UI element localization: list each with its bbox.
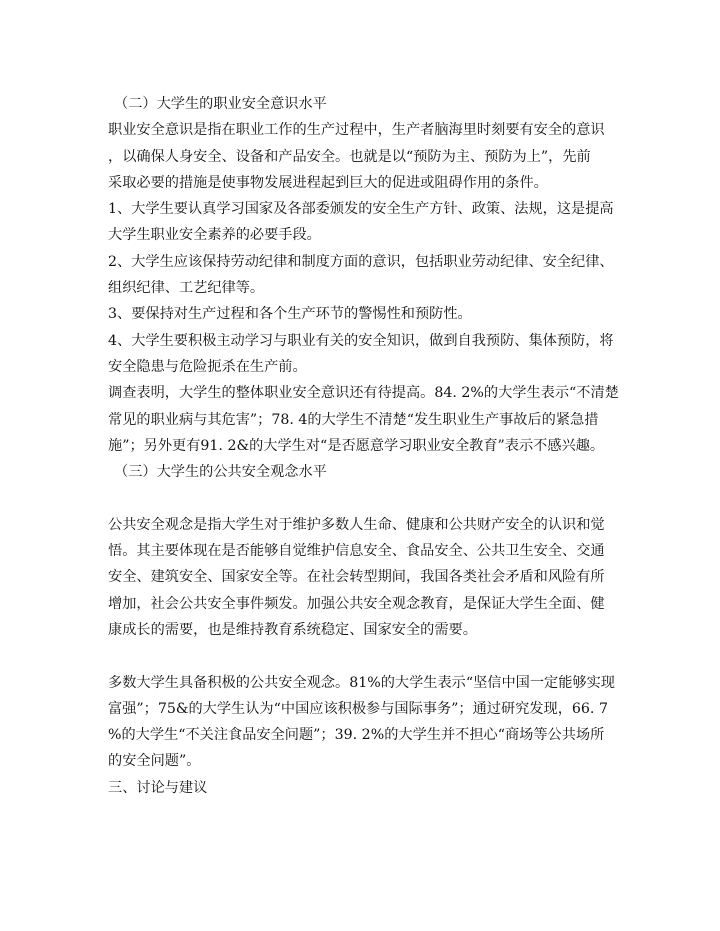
text-line: 常见的职业病与其危害”；78. 4的大学生不清楚“发生职业生产事故后的紧急措 [108,411,599,428]
list-item [108,196,618,249]
document-page [108,91,618,801]
paragraph-occupational-safety [108,117,618,196]
text-line: 大学生职业安全素养的必要手段。 [108,227,321,244]
text-line: 康成长的需要，也是维持教育系统稳定、国家安全的需要。 [108,621,477,638]
list-item [108,301,618,327]
list-item [108,249,618,302]
text-line: 安全隐患与危险扼杀在生产前。 [108,358,307,375]
text-line: 采取必要的措施是使事物发展进程起到巨大的促进或阻碍作用的条件。 [108,174,548,191]
text-line: 多数大学生具备积极的公共安全观念。81%的大学生表示“坚信中国一定能够实现 [108,674,615,691]
blank-line [108,485,618,511]
text-line: %的大学生“不关注食品安全问题”；39. 2%的大学生并不担心“商场等公共场所 [108,727,605,744]
text-line: ，以确保人身安全、设备和产品安全。也就是以“预防为主、预防为上”，先前 [108,148,591,165]
text-line: 组织纪律、工艺纪律等。 [108,280,265,297]
text-line: 增加，社会公共安全事件频发。加强公共安全观念教育，是保证大学生全面、健 [108,595,605,612]
text-line: 富强”；75&的大学生认为“中国应该积极参与国际事务”；通过研究发现，66. 7 [108,700,608,717]
text-line: 3、要保持对生产过程和各个生产环节的警惕性和预防性。 [108,306,472,323]
text-line: 悟。其主要体现在是否能够自觉维护信息安全、食品安全、公共卫生安全、交通 [108,543,605,560]
text-line: 调查表明，大学生的整体职业安全意识还有待提高。84. 2%的大学生表示“不清楚 [108,385,619,402]
text-line: 1、大学生要认真学习国家及各部委颁发的安全生产方针、政策、法规，这是提高 [108,201,614,218]
paragraph-public-safety-survey [108,670,618,775]
paragraph-survey-results [108,380,618,459]
paragraph-public-safety [108,512,618,643]
section-heading-3: （三）大学生的公共安全观念水平 [114,464,327,481]
text-line: 2、大学生应该保持劳动纪律和制度方面的意识，包括职业劳动纪律、安全纪律、 [108,253,614,270]
section-heading-discussion: 三、讨论与建议 [108,779,208,796]
text-line: 4、大学生要积极主动学习与职业有关的安全知识，做到自我预防、集体预防，将 [108,332,614,349]
text-line: 的安全问题”。 [108,753,201,770]
text-line: 安全、建筑安全、国家安全等。在社会转型期间，我国各类社会矛盾和风险有所 [108,569,605,586]
text-line: 施”；另外更有91. 2&的大学生对“是否愿意学习职业安全教育”表示不感兴趣。 [108,437,605,454]
text-line: 职业安全意识是指在职业工作的生产过程中，生产者脑海里时刻要有安全的意识 [108,122,605,139]
text-line: 公共安全观念是指大学生对于维护多数人生命、健康和公共财产安全的认识和觉 [108,516,605,533]
blank-line [108,643,618,669]
section-heading-2: （二）大学生的职业安全意识水平 [114,96,327,112]
list-item [108,328,618,381]
